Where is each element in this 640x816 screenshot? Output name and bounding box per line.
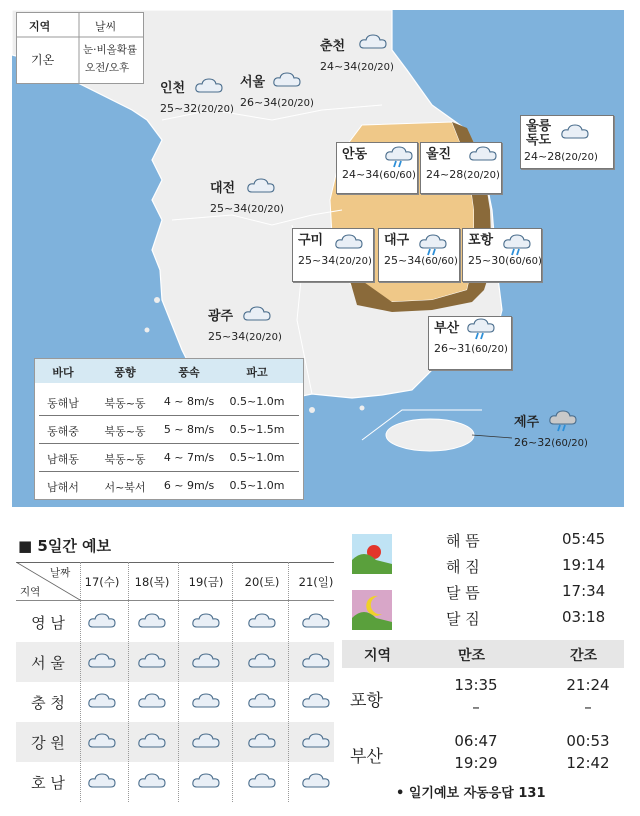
city-name: 울릉 독도: [526, 119, 552, 148]
tide-header: [342, 640, 624, 668]
cloud-icon: [272, 70, 302, 97]
moon-icon: [352, 590, 392, 630]
sea-cell: 남해동: [47, 453, 79, 466]
forecast-region: 충 청: [31, 694, 65, 712]
legend-weather: 날씨: [95, 20, 117, 33]
sea-cell: 4 ~ 7m/s: [163, 451, 215, 464]
cloud-icon: [242, 304, 272, 331]
cloud-icon: [191, 771, 219, 791]
cloud-icon: [247, 771, 275, 791]
rain-cloud-icon: [384, 144, 414, 171]
cloud-icon: [560, 122, 590, 149]
city-name: 서울: [240, 75, 266, 90]
cloud-icon: [301, 731, 329, 751]
tide-low: 12:42: [566, 754, 610, 772]
sunset-time: 19:14: [562, 556, 606, 574]
cloud-icon: [191, 691, 219, 711]
map-legend: [16, 12, 144, 84]
cloud-icon: [468, 144, 498, 171]
city-name: 포항: [468, 233, 494, 248]
sea-cell: 0.5~1.5m: [229, 423, 285, 436]
sunrise-time: 05:45: [562, 530, 606, 548]
forecast-region: 호 남: [31, 774, 65, 792]
jeju-island: [386, 419, 474, 451]
city-temp: 25~32(20/20): [160, 102, 234, 115]
city-name: 인천: [160, 81, 186, 96]
cloud-icon: [334, 232, 364, 259]
sea-header: 풍향: [114, 366, 136, 379]
tide-header-high: 만조: [458, 648, 486, 664]
forecast-day: 18(목): [134, 575, 170, 589]
tide-low: 21:24: [566, 676, 610, 694]
cloud-icon: [191, 731, 219, 751]
city-temp: 25~34(20/20): [210, 202, 284, 215]
sunrise-label: 해 뜸: [446, 532, 480, 550]
cloud-icon: [87, 651, 115, 671]
sea-header: 풍속: [178, 366, 200, 379]
tide-high: 19:29: [454, 754, 498, 772]
cloud-icon: [191, 651, 219, 671]
tide-low: –: [584, 698, 592, 716]
sea-cell: 서~북서: [104, 481, 146, 494]
forecast-region: 서 울: [31, 654, 65, 672]
cloud-icon: [301, 611, 329, 631]
forecast-corner-date: 날짜: [50, 567, 71, 579]
cloud-icon: [191, 611, 219, 631]
legend-temp: 기온: [31, 53, 55, 67]
rain-cloud-icon: [418, 232, 448, 259]
city-temp: 25~30(60/60): [468, 254, 542, 267]
rain-cloud-icon: [502, 232, 532, 259]
moonrise-label: 달 뜸: [446, 584, 480, 602]
tide-header-region: 지역: [364, 648, 392, 664]
gray-rain-cloud-icon: [548, 408, 578, 435]
tide-low: 00:53: [566, 732, 610, 750]
city-temp: 26~34(20/20): [240, 96, 314, 109]
city-temp: 25~34(20/20): [298, 254, 372, 267]
cloud-icon: [247, 731, 275, 751]
forecast-row: [16, 602, 334, 642]
sea-cell: 북동~동: [104, 425, 146, 438]
city-name: 제주: [514, 415, 540, 430]
tide-region: 포항: [350, 691, 383, 711]
city-temp: 24~28(20/20): [426, 168, 500, 181]
forecast-day: 21(일): [298, 575, 334, 589]
cloud-icon: [87, 691, 115, 711]
cloud-icon: [87, 731, 115, 751]
sea-cell: 4 ~ 8m/s: [163, 395, 215, 408]
sea-cell: 0.5~1.0m: [229, 451, 285, 464]
sun-icon: [352, 534, 392, 574]
city-name: 구미: [298, 233, 324, 248]
forecast-day: 20(토): [244, 575, 280, 589]
cloud-icon: [301, 691, 329, 711]
sea-cell: 동해중: [47, 425, 79, 438]
legend-precip: 눈·비올확률: [83, 44, 138, 56]
city-name: 대구: [384, 233, 410, 248]
sea-cell: 6 ~ 9m/s: [163, 479, 215, 492]
forecast-day: 19(금): [188, 575, 224, 589]
city-name: 광주: [208, 309, 234, 324]
city-name: 부산: [434, 321, 460, 336]
tide-header-low: 간조: [570, 648, 598, 664]
cloud-icon: [301, 771, 329, 791]
city-temp: 26~31(60/20): [434, 342, 508, 355]
cloud-icon: [247, 651, 275, 671]
sea-table: [34, 358, 304, 500]
cloud-icon: [137, 611, 165, 631]
forecast-title: ■ 5일간 예보: [18, 537, 112, 555]
footer-hotline: • 일기예보 자동응답 131: [396, 786, 546, 801]
forecast-row: [16, 722, 334, 762]
city-temp: 26~32(60/20): [514, 436, 588, 449]
tide-high: –: [472, 698, 480, 716]
city-temp: 24~34(20/20): [320, 60, 394, 73]
sea-cell: 북동~동: [104, 397, 146, 410]
city-name: 대전: [210, 181, 236, 196]
forecast-region: 강 원: [31, 734, 65, 752]
sea-header: 파고: [246, 366, 268, 379]
sea-cell: 0.5~1.0m: [229, 479, 285, 492]
city-name: 춘천: [320, 39, 346, 54]
sea-cell: 북동~동: [104, 453, 146, 466]
sea-cell: 동해남: [47, 397, 79, 410]
cloud-icon: [247, 691, 275, 711]
sea-header: 바다: [52, 366, 74, 379]
tide-high: 06:47: [454, 732, 498, 750]
cloud-icon: [246, 176, 276, 203]
city-temp: 25~34(20/20): [208, 330, 282, 343]
forecast-row: [16, 762, 334, 802]
forecast-table: [16, 562, 334, 806]
rain-cloud-icon: [466, 316, 496, 343]
forecast-row: [16, 682, 334, 722]
city-temp: 24~34(60/60): [342, 168, 416, 181]
city-temp: 24~28(20/20): [524, 150, 598, 163]
cloud-icon: [87, 771, 115, 791]
sea-cell: 0.5~1.0m: [229, 395, 285, 408]
city-name: 안동: [342, 147, 368, 162]
forecast-row: [16, 642, 334, 682]
city-name: 울진: [426, 147, 452, 162]
cloud-icon: [137, 771, 165, 791]
city-temp: 25~34(60/60): [384, 254, 458, 267]
forecast-region: 영 남: [31, 614, 65, 632]
cloud-icon: [301, 651, 329, 671]
cloud-icon: [358, 32, 388, 59]
forecast-day: 17(수): [84, 575, 120, 589]
cloud-icon: [247, 611, 275, 631]
cloud-icon: [137, 651, 165, 671]
tide-region: 부산: [350, 747, 383, 767]
cloud-icon: [137, 691, 165, 711]
legend-ampm: 오전/오후: [85, 62, 130, 74]
moonset-time: 03:18: [562, 608, 606, 626]
sunset-label: 해 짐: [446, 558, 480, 576]
sea-cell: 남해서: [47, 481, 79, 494]
tide-high: 13:35: [454, 676, 498, 694]
moonset-label: 달 짐: [446, 610, 480, 628]
sea-cell: 5 ~ 8m/s: [163, 423, 215, 436]
cloud-icon: [87, 611, 115, 631]
legend-region: 지역: [29, 20, 51, 33]
cloud-icon: [194, 76, 224, 103]
cloud-icon: [137, 731, 165, 751]
forecast-corner-region: 지역: [20, 586, 41, 598]
moonrise-time: 17:34: [562, 582, 606, 600]
